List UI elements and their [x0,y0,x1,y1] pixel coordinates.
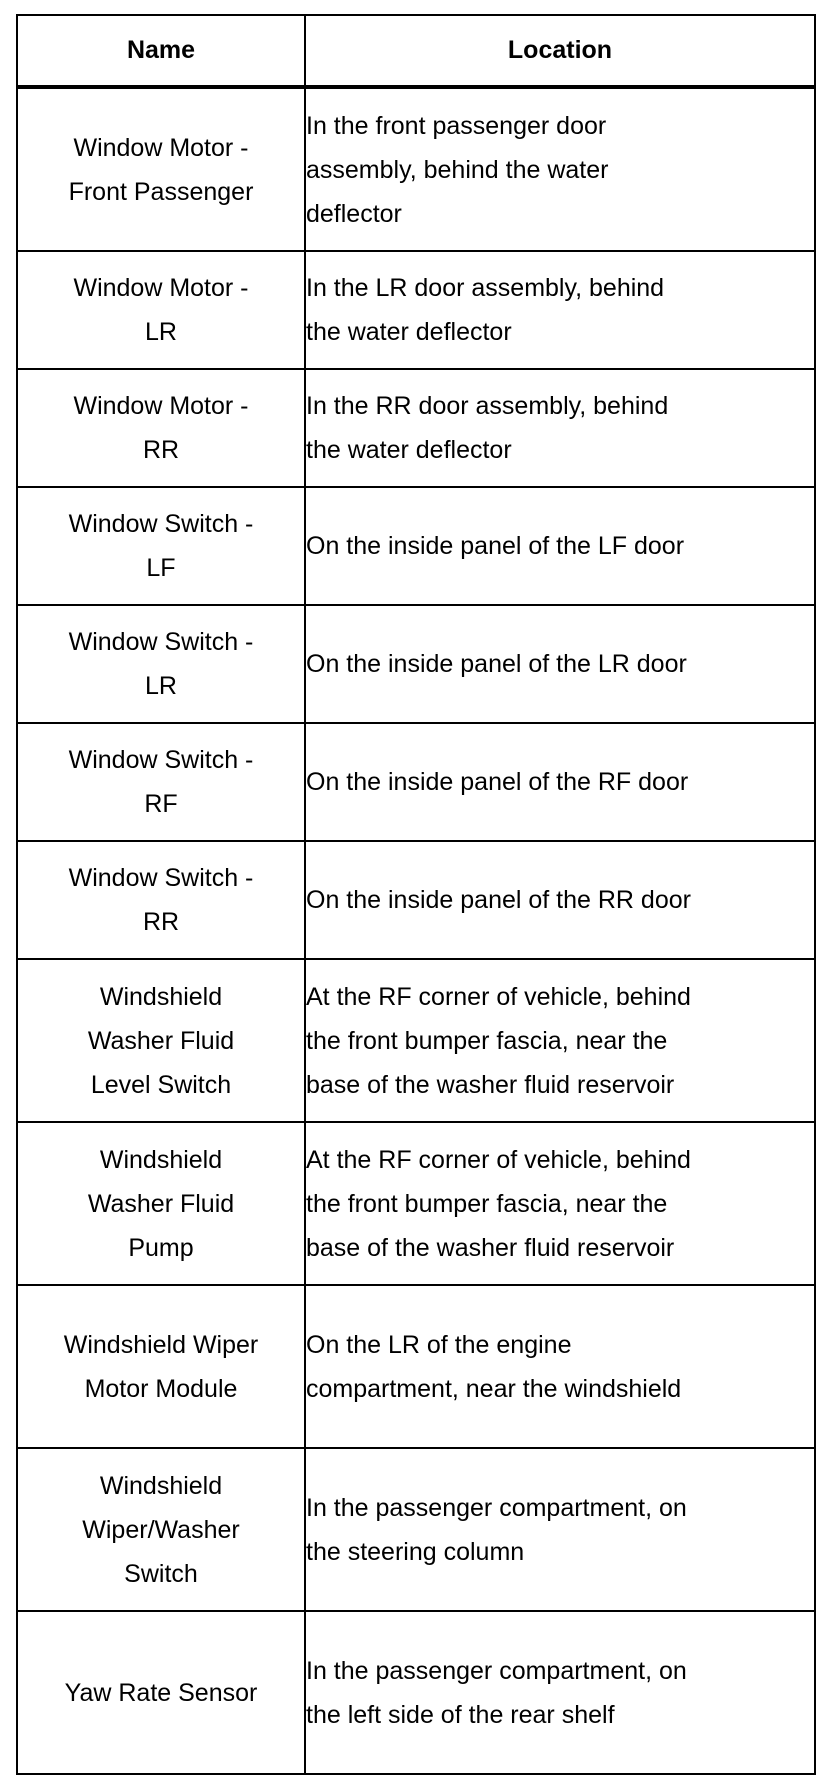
table-row [17,1611,815,1774]
component-location-table [16,14,816,1775]
name-text: Window Motor - LR [73,274,249,346]
table-row [17,251,815,369]
name-text: Windshield Wiper/Washer Switch [82,1471,240,1588]
table-row [17,87,815,251]
location-cell [305,251,815,369]
location-cell [305,1611,815,1774]
location-text: On the inside panel of the RR door [306,886,691,914]
location-cell [305,841,815,959]
name-cell [17,841,305,959]
location-cell [305,723,815,841]
name-cell [17,487,305,605]
location-cell [305,87,815,251]
name-cell [17,1122,305,1285]
name-text: Window Switch - RF [68,746,254,818]
location-cell [305,369,815,487]
table-row [17,1122,815,1285]
location-cell [305,1122,815,1285]
name-text: Window Motor - Front Passenger [68,133,254,206]
table-row [17,369,815,487]
name-cell [17,1611,305,1774]
table-row [17,487,815,605]
column-header-location: Location [305,15,815,87]
name-cell [17,959,305,1122]
name-cell [17,723,305,841]
table-row [17,841,815,959]
column-header-name: Name [17,15,305,87]
name-cell [17,251,305,369]
table-row [17,723,815,841]
name-text: Yaw Rate Sensor [64,1678,258,1707]
name-cell [17,369,305,487]
name-text: Windshield Washer Fluid Pump [87,1145,235,1262]
name-cell [17,1285,305,1448]
location-text: On the inside panel of the LF door [306,532,685,560]
name-cell [17,87,305,251]
name-cell [17,605,305,723]
location-text: At the RF corner of vehicle, behind the front bumper fascia, near the base of the washer fluid reservoir [306,1145,691,1262]
location-text: On the inside panel of the RF door [306,768,689,796]
table-row [17,1285,815,1448]
name-text: Window Motor - RR [73,392,249,464]
location-cell [305,1448,815,1611]
name-cell [17,1448,305,1611]
location-text: On the LR of the engine compartment, near the windshield [306,1330,682,1403]
location-cell [305,605,815,723]
location-text: In the front passenger door assembly, behind the water deflector [306,111,609,228]
location-text: On the inside panel of the LR door [306,650,687,678]
location-cell [305,959,815,1122]
name-text: Windshield Wiper Motor Module [63,1330,259,1403]
name-text: Window Switch - LF [68,510,254,582]
table-row [17,605,815,723]
location-cell [305,1285,815,1448]
name-text: Windshield Washer Fluid Level Switch [87,982,235,1099]
table-row [17,1448,815,1611]
name-text: Window Switch - LR [68,628,254,700]
location-text: At the RF corner of vehicle, behind the front bumper fascia, near the base of the washer fluid reservoir [306,982,691,1099]
location-cell [305,487,815,605]
name-text: Window Switch - RR [68,864,254,936]
header-row [17,15,815,87]
table-row [17,959,815,1122]
location-text: In the passenger compartment, on the left side of the rear shelf [306,1656,687,1729]
location-text: In the LR door assembly, behind the water deflector [306,274,665,346]
location-text: In the RR door assembly, behind the water deflector [306,392,669,464]
location-text: In the passenger compartment, on the steering column [306,1493,687,1566]
